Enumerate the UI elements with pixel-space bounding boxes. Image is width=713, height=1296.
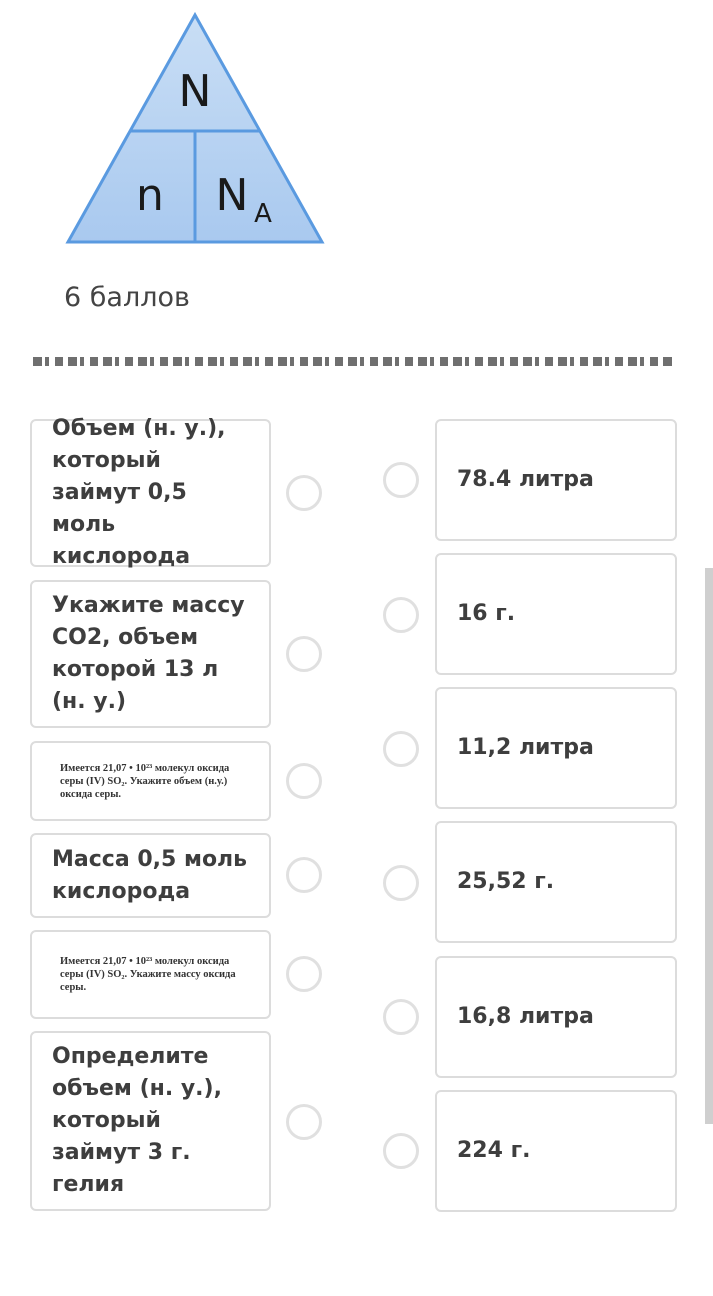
right-connector-radio-4[interactable] <box>383 865 419 901</box>
right-connector-radio-1[interactable] <box>383 462 419 498</box>
right-connector-radio-6[interactable] <box>383 1133 419 1169</box>
scrollbar[interactable] <box>705 568 713 1124</box>
right-item-3[interactable] <box>435 687 677 809</box>
right-connector-radio-5[interactable] <box>383 999 419 1035</box>
right-connector-radio-3[interactable] <box>383 731 419 767</box>
right-item-text: 224 г. <box>457 1138 531 1163</box>
formula-triangle-image <box>60 10 330 250</box>
left-item-3[interactable] <box>30 741 271 821</box>
left-connector-radio-5[interactable] <box>286 956 322 992</box>
right-item-5[interactable] <box>435 956 677 1078</box>
right-item-text: 11,2 литра <box>457 735 594 760</box>
right-item-text: 78.4 литра <box>457 467 594 492</box>
left-connector-radio-1[interactable] <box>286 475 322 511</box>
left-item-text: Имеется 21,07 • 10²³ молекул оксида серы (IV) SO₂. Укажите объем (н.у.) оксида серы. <box>60 762 230 800</box>
right-item-4[interactable] <box>435 821 677 943</box>
right-item-6[interactable] <box>435 1090 677 1212</box>
left-connector-radio-2[interactable] <box>286 636 322 672</box>
left-item-text: Масса 0,5 моль кислорода <box>52 846 248 904</box>
triangle-top-label: N <box>178 66 212 117</box>
left-connector-radio-3[interactable] <box>286 763 322 799</box>
triangle-bottom-right-label: N <box>215 170 249 221</box>
left-item-text: Объем (н. у.), который займут 0,5 моль кислорода <box>52 416 226 569</box>
left-connector-radio-6[interactable] <box>286 1104 322 1140</box>
left-item-2[interactable] <box>30 580 271 728</box>
right-item-text: 25,52 г. <box>457 869 555 894</box>
left-item-text: Определите объем (н. у.), который займут 3 г. гелия <box>52 1044 222 1197</box>
left-item-4[interactable] <box>30 833 271 918</box>
left-item-text: Укажите массу CO2, объем которой 13 л (н. у.) <box>52 593 245 714</box>
right-item-2[interactable] <box>435 553 677 675</box>
right-item-text: 16,8 литра <box>457 1004 594 1029</box>
triangle-bottom-right-subscript: A <box>254 199 272 229</box>
left-item-6[interactable] <box>30 1031 271 1211</box>
right-item-text: 16 г. <box>457 601 516 626</box>
left-item-text: Имеется 21,07 • 10²³ молекул оксида серы (IV) SO₂. Укажите массу оксида серы. <box>60 956 236 993</box>
right-item-1[interactable] <box>435 419 677 541</box>
points-label: 6 баллов <box>64 282 190 313</box>
left-connector-radio-4[interactable] <box>286 857 322 893</box>
right-connector-radio-2[interactable] <box>383 597 419 633</box>
triangle-bottom-left-label: n <box>136 170 164 221</box>
left-item-5[interactable] <box>30 930 271 1019</box>
left-item-1[interactable] <box>30 416 271 569</box>
section-divider <box>33 357 675 366</box>
